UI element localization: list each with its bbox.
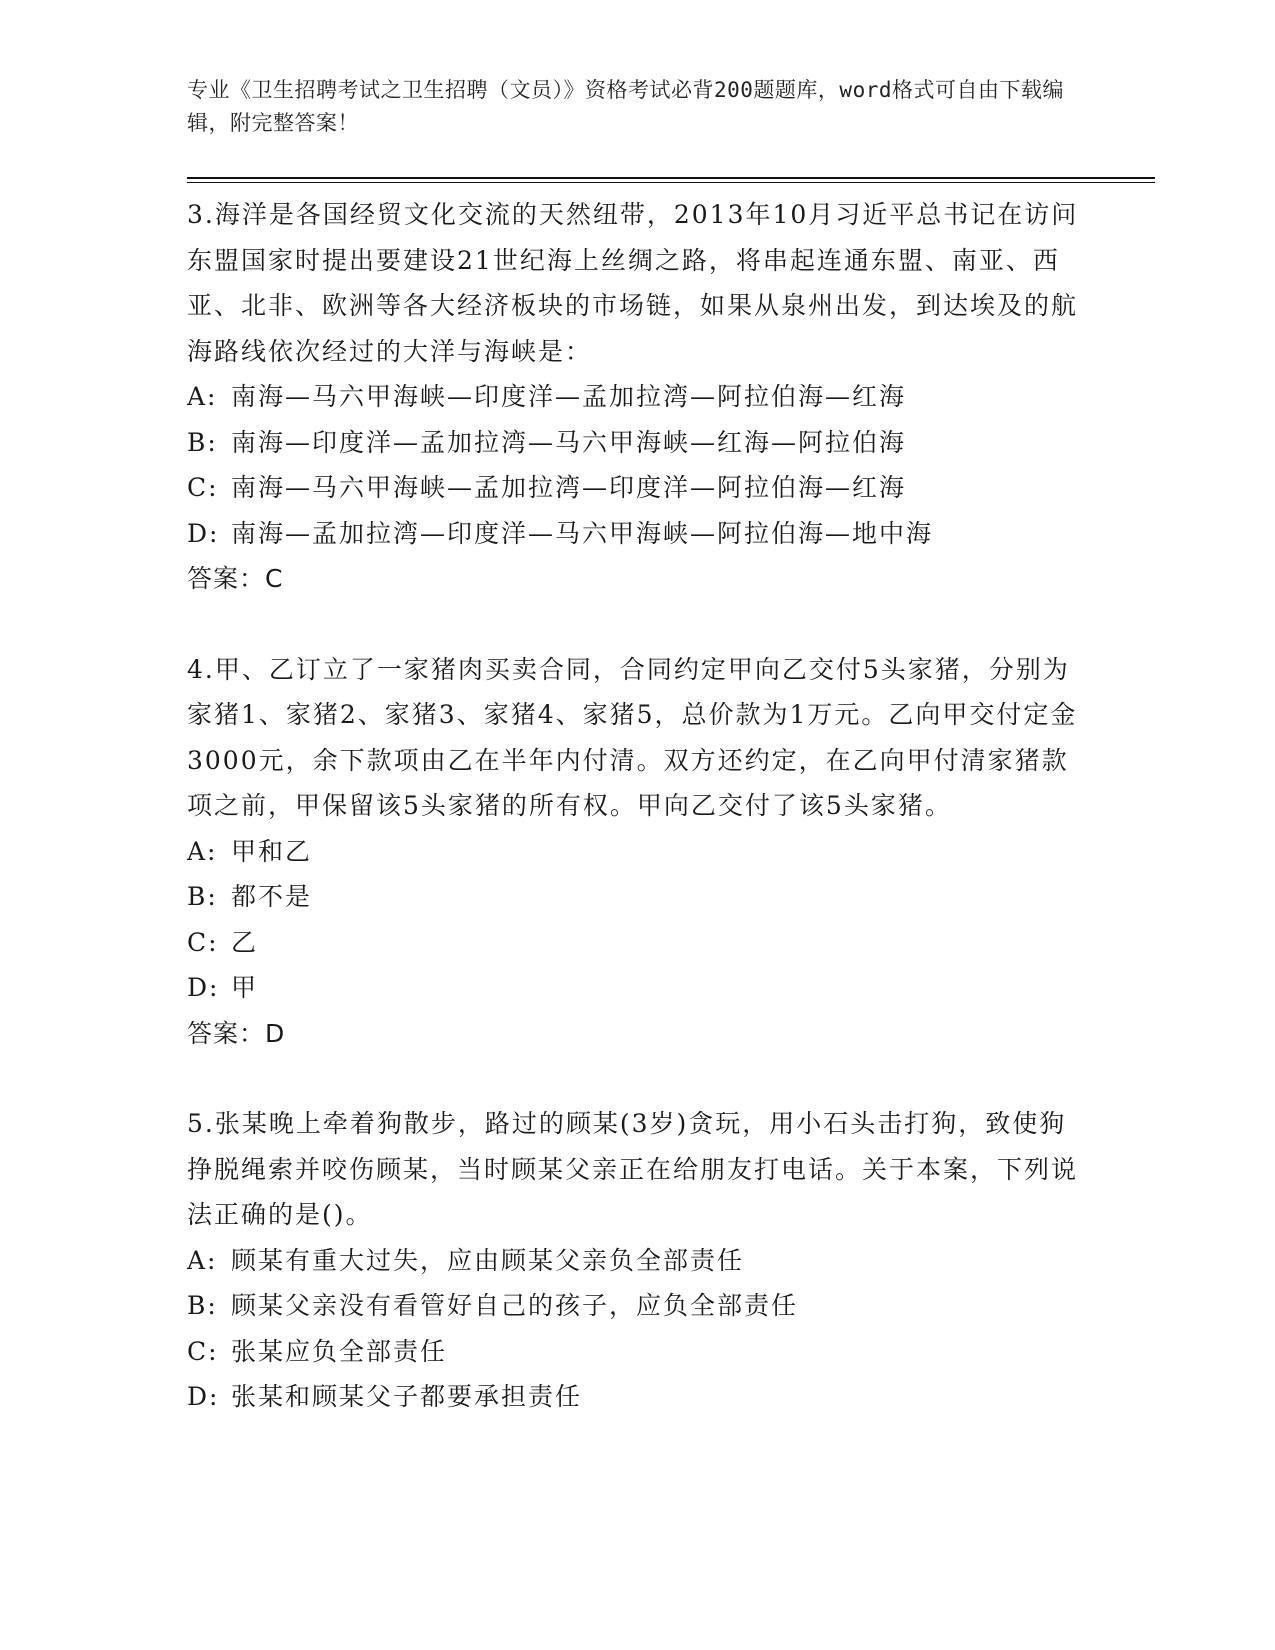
- option-key: D:: [187, 1382, 220, 1411]
- option-a: [187, 829, 1087, 875]
- header-divider-thin: [187, 182, 1155, 183]
- question-5: [187, 1101, 1087, 1420]
- question-3: [187, 192, 1087, 602]
- option-key: A:: [187, 1245, 218, 1275]
- question-4: [187, 647, 1087, 1057]
- question-spacer: [187, 1056, 1087, 1101]
- option-b: [187, 1283, 1087, 1329]
- option-d: [187, 1374, 1087, 1420]
- option-a: [187, 374, 1087, 420]
- option-d: [187, 965, 1087, 1011]
- document-header: 专业《卫生招聘考试之卫生招聘（文员）》资格考试必背200题题库，word格式可自由下载编辑，附完整答案！: [187, 78, 1064, 135]
- option-c: [187, 465, 1087, 511]
- option-text: 甲: [231, 973, 259, 1002]
- option-text: 顾某有重大过失，应由顾某父亲负全部责任: [231, 1245, 745, 1275]
- question-spacer: [187, 602, 1087, 647]
- option-text: 都不是: [231, 882, 313, 911]
- header-divider: [187, 177, 1155, 179]
- option-key: C:: [187, 1336, 219, 1366]
- option-c: [187, 920, 1087, 966]
- option-b: [187, 420, 1087, 466]
- option-key: C:: [187, 473, 219, 502]
- option-text: 南海—马六甲海峡—印度洋—孟加拉湾—阿拉伯海—红海: [231, 382, 907, 411]
- option-text: 乙: [231, 927, 259, 957]
- option-a: [187, 1238, 1087, 1284]
- answer-line: 答案：D: [187, 1018, 286, 1048]
- option-text: 南海—马六甲海峡—孟加拉湾—印度洋—阿拉伯海—红海: [231, 473, 907, 502]
- answer-line: 答案：C: [187, 564, 284, 593]
- option-text: 甲和乙: [231, 836, 313, 866]
- option-c: [187, 1329, 1087, 1375]
- option-text: 南海—印度洋—孟加拉湾—马六甲海峡—红海—阿拉伯海: [231, 427, 907, 457]
- option-key: D:: [187, 518, 220, 548]
- question-stem: 3.海洋是各国经贸文化交流的天然纽带，2013年10月习近平总书记在访问东盟国家时提出要建设21世纪海上丝绸之路，将串起连通东盟、南亚、西亚、北非、欧洲等各大经济板块的市场链，如果从泉州出发，到达埃及的航海路线依次经过的大洋与海峡是：: [187, 200, 1079, 366]
- option-text: 张某应负全部责任: [231, 1336, 448, 1366]
- question-stem: 4.甲、乙订立了一家猪肉买卖合同，合同约定甲向乙交付5头家猪，分别为家猪1、家猪2、家猪3、家猪4、家猪5，总价款为1万元。乙向甲交付定金3000元，余下款项由乙在半年内付清。双方还约定，在乙向甲付清家猪款项之前，甲保留该5头家猪的所有权。甲向乙交付了该5头家猪。: [187, 654, 1078, 820]
- question-stem: 5.张某晚上牵着狗散步，路过的顾某(3岁)贪玩，用小石头击打狗，致使狗挣脱绳索并咬伤顾某，当时顾某父亲正在给朋友打电话。关于本案，下列说法正确的是()。: [187, 1109, 1079, 1229]
- option-key: D:: [187, 973, 220, 1002]
- option-d: [187, 511, 1087, 557]
- option-text: 张某和顾某父子都要承担责任: [231, 1382, 583, 1411]
- option-key: B:: [187, 1291, 218, 1320]
- option-text: 南海—孟加拉湾—印度洋—马六甲海峡—阿拉伯海—地中海: [231, 518, 934, 548]
- option-key: B:: [187, 427, 218, 457]
- option-key: A:: [187, 382, 218, 411]
- option-b: [187, 874, 1087, 920]
- question-list: [187, 192, 1087, 1420]
- option-text: 顾某父亲没有看管好自己的孩子，应负全部责任: [231, 1291, 799, 1320]
- option-key: C:: [187, 927, 219, 957]
- option-key: B:: [187, 882, 218, 911]
- option-key: A:: [187, 836, 218, 866]
